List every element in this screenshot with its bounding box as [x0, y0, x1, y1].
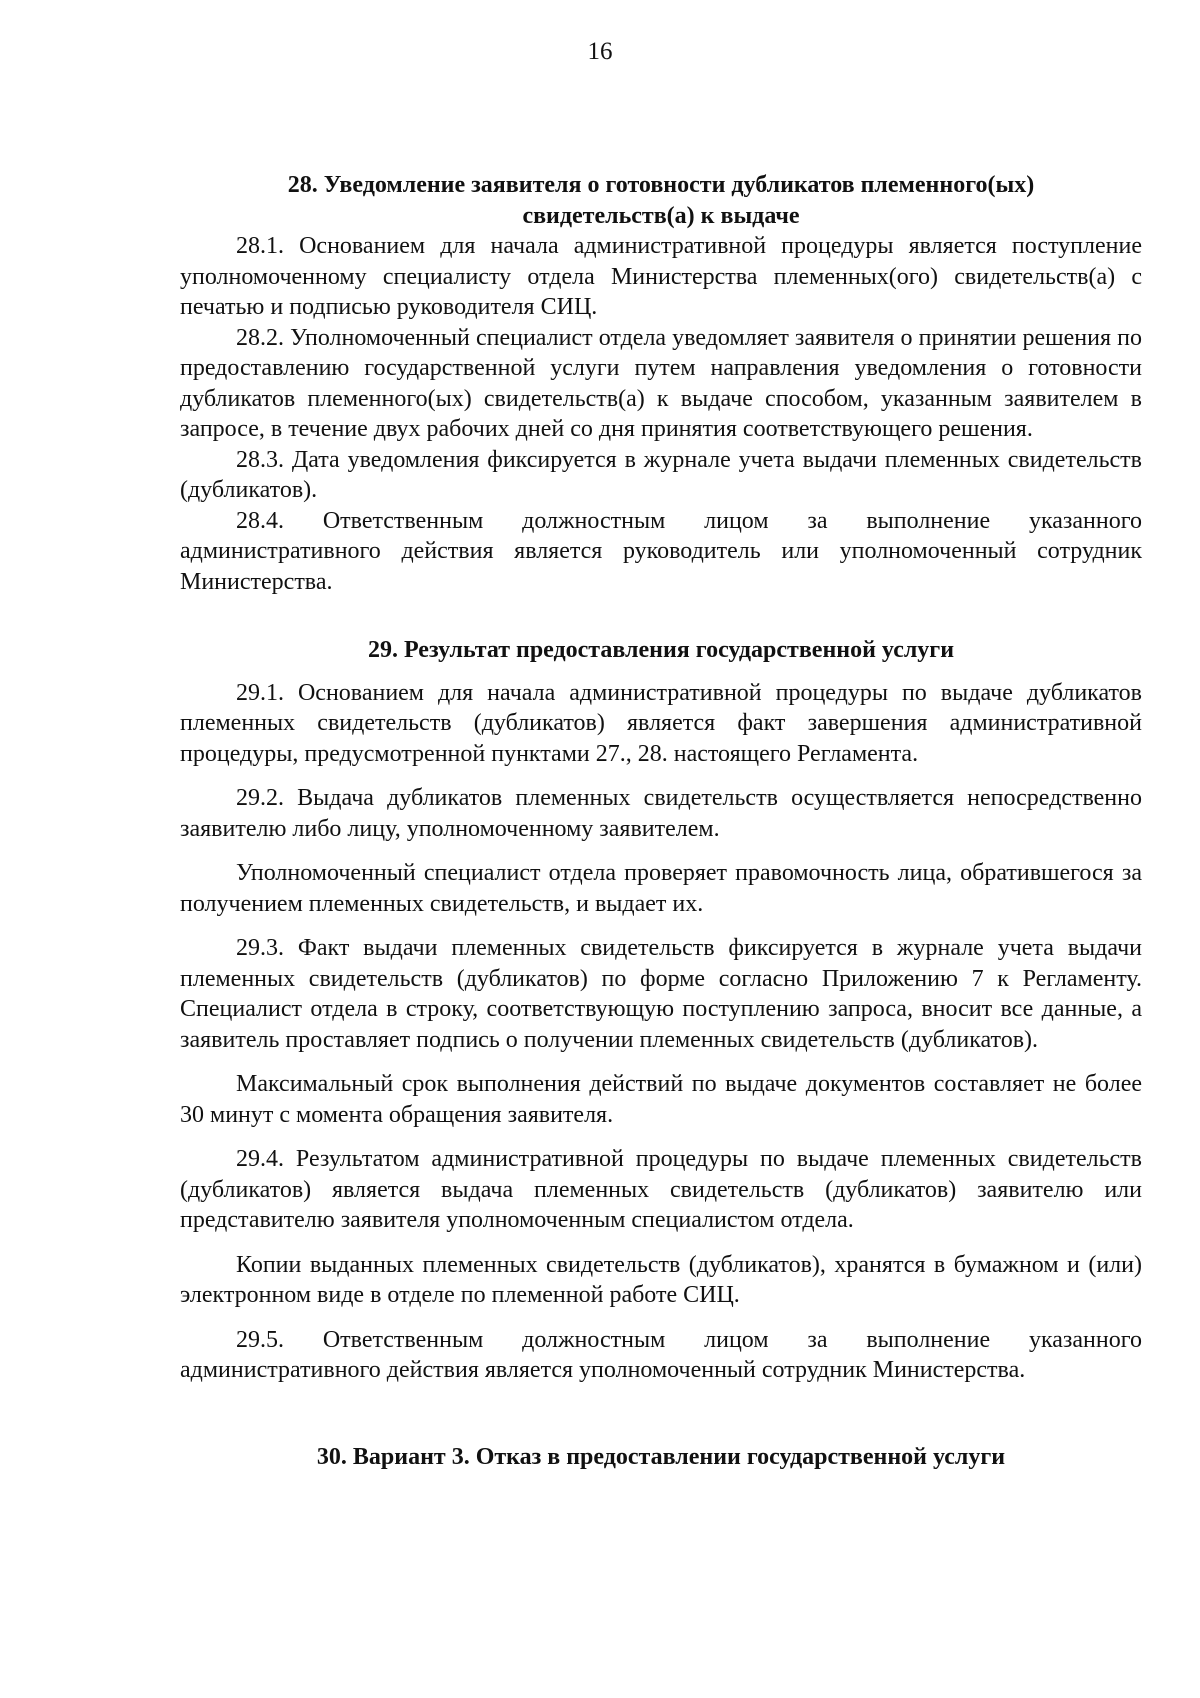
- page-number: 16: [587, 38, 613, 65]
- document-body: [180, 170, 1142, 1472]
- paragraph-29-3-cont: Максимальный срок выполнения действий по выдаче документов составляет не более 30 минут с момента обращения заявителя.: [180, 1071, 1142, 1128]
- paragraph-29-4: 29.4. Результатом административной процедуры по выдаче племенных свидетельств (дубликатов) является выдача племенных свидетельств (дубликатов) заявителю или представителю заявителя уполномоченным специалистом отдела.: [180, 1146, 1142, 1233]
- section-28-heading-line2: свидетельств(а) к выдаче: [522, 202, 800, 229]
- paragraph-29-4-cont: Копии выданных племенных свидетельств (дубликатов), хранятся в бумажном и (или) электронном виде в отделе по племенной работе СИЦ.: [180, 1251, 1142, 1308]
- paragraph-29-1: 29.1. Основанием для начала административной процедуры по выдаче дубликатов племенных свидетельств (дубликатов) является факт завершения административной процедуры, предусмотренной пунктами 27., 28. настоящего Регламента.: [180, 679, 1142, 767]
- section-28-heading-line1: 28. Уведомление заявителя о готовности дубликатов племенного(ых): [287, 172, 1035, 198]
- section-30-heading: 30. Вариант 3. Отказ в предоставлении государственной услуги: [316, 1443, 1006, 1470]
- paragraph-28-1: 28.1. Основанием для начала административной процедуры является поступление уполномоченному специалисту отдела Министерства племенных(ого) свидетельств(а) с печатью и подписью руководителя СИЦ.: [180, 233, 1142, 320]
- paragraph-28-2: 28.2. Уполномоченный специалист отдела уведомляет заявителя о принятии решения по предоставлению государственной услуги путем направления уведомления о готовности дубликатов племенного(ых) свидетельств(а) к выдаче способом, указанным заявителем в запросе, в течение двух рабочих дней со дня принятия соответствующего решения.: [180, 324, 1142, 442]
- paragraph-28-4: 28.4. Ответственным должностным лицом за выполнение указанного административного действия является руководитель или уполномоченный сотрудник Министерства.: [180, 507, 1142, 595]
- section-28: [180, 170, 1142, 597]
- paragraph-29-2: 29.2. Выдача дубликатов племенных свидетельств осуществляется непосредственно заявителю либо лицу, уполномоченному заявителем.: [180, 785, 1142, 842]
- paragraph-29-3: 29.3. Факт выдачи племенных свидетельств фиксируется в журнале учета выдачи племенных свидетельств (дубликатов) по форме согласно Приложению 7 к Регламенту. Специалист отдела в строку, соответствующую поступлению запроса, вносит все данные, а заявитель проставляет подпись о получении племенных свидетельств (дубликатов).: [180, 935, 1142, 1053]
- paragraph-29-5: 29.5. Ответственным должностным лицом за выполнение указанного административного действия является уполномоченный сотрудник Министерства.: [180, 1326, 1142, 1383]
- section-29-heading: 29. Результат предоставления государственной услуги: [367, 637, 955, 663]
- paragraph-29-2-cont: Уполномоченный специалист отдела проверяет правомочность лица, обратившегося за получением племенных свидетельств, и выдает их.: [180, 860, 1142, 917]
- paragraph-28-3: 28.3. Дата уведомления фиксируется в журнале учета выдачи племенных свидетельств (дубликатов).: [180, 446, 1142, 503]
- section-30: [180, 1442, 1142, 1473]
- section-29: [180, 635, 1142, 1386]
